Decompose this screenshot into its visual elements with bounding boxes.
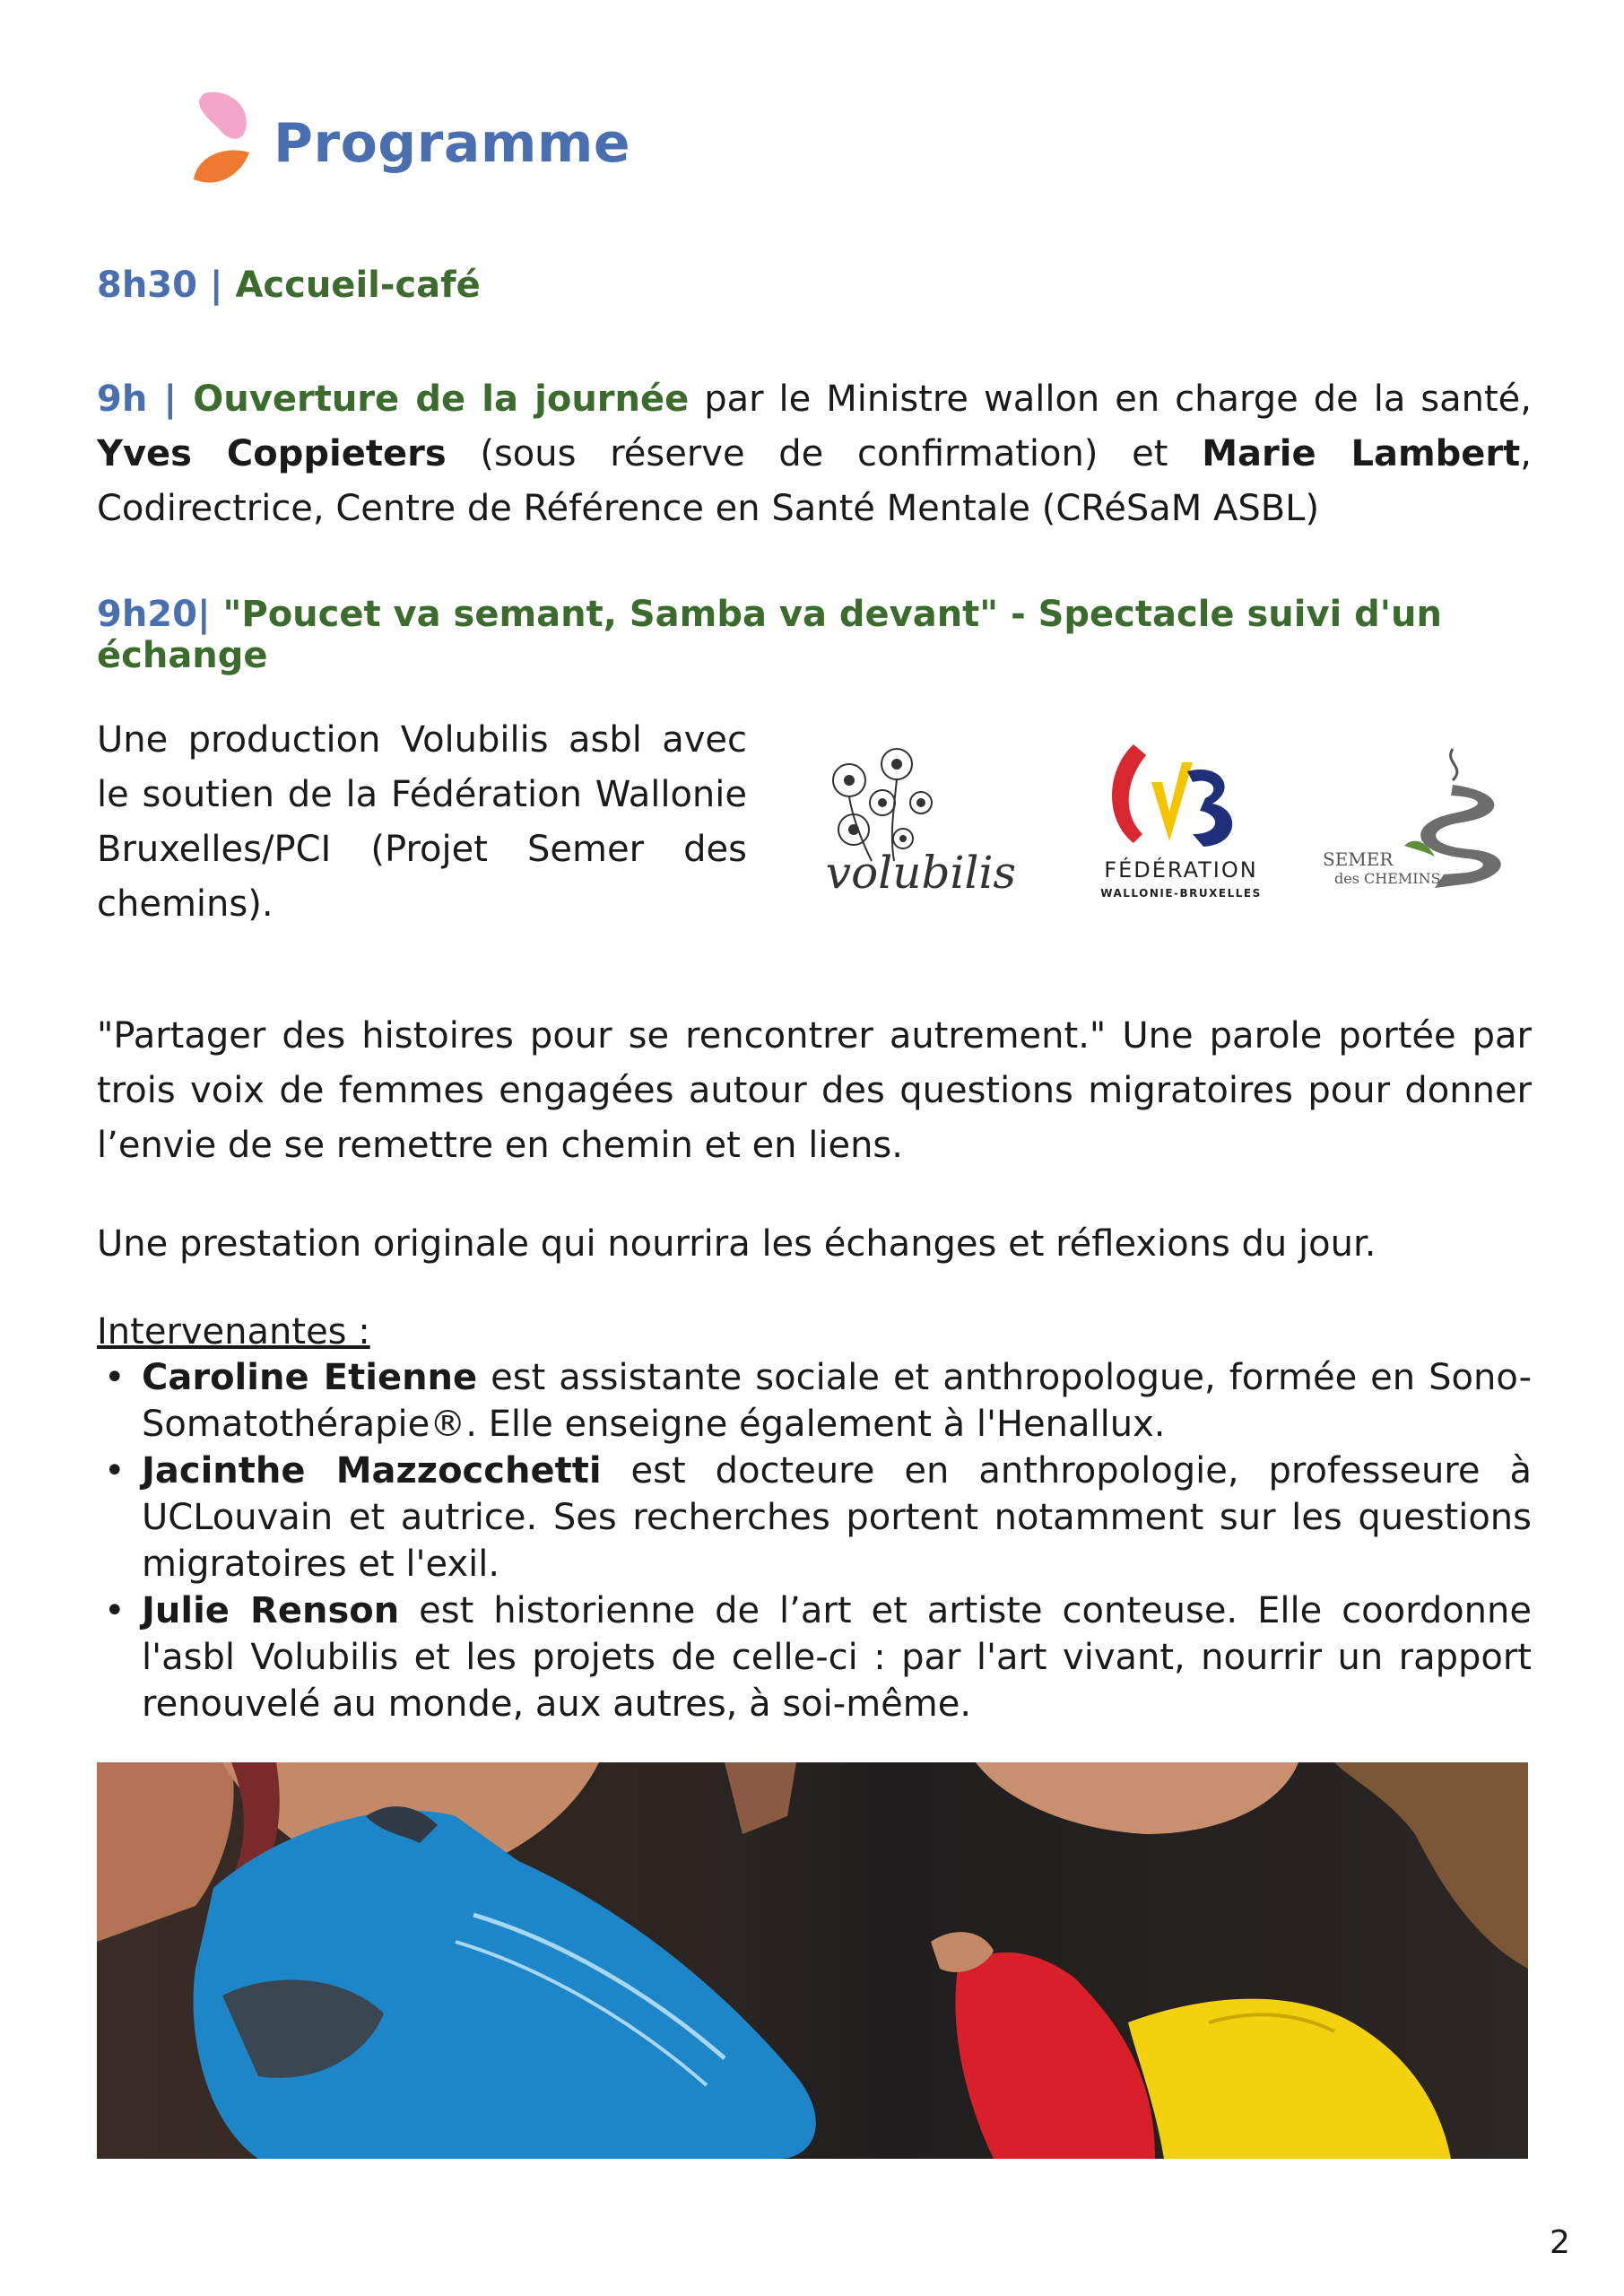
page-title: Programme (274, 112, 631, 175)
list-item (142, 1354, 1532, 1448)
schedule-title: Accueil-café (235, 265, 481, 306)
intervenant-bio: est docteure en anthropologie, professeure à UCLouvain et autrice. Ses recherches portent notamment sur les questions migratoires et l'exil. (142, 1450, 1532, 1585)
gloved-hands-photo (97, 1762, 1528, 2159)
page-number: 2 (1550, 2224, 1570, 2261)
schedule-time: 8h30 (97, 265, 197, 306)
intervenants-heading: Intervenantes : (97, 1311, 370, 1352)
fwb-logo-line1: FÉDÉRATION (1104, 857, 1258, 883)
schedule-title: Ouverture de la journée (193, 378, 690, 420)
schedule-separator: | (196, 594, 223, 635)
schedule-title: "Poucet va semant, Samba va devant" - Spectacle suivi d'un échange (97, 594, 1443, 676)
intervenants-list (97, 1354, 1532, 1727)
prestation-paragraph: Une prestation originale qui nourrira les échanges et réflexions du jour. (97, 1223, 1376, 1265)
volubilis-logo (809, 744, 1033, 901)
schedule-item-spectacle (97, 594, 1624, 676)
schedule-separator: | (196, 265, 236, 306)
intervenant-name: Julie Renson (142, 1590, 400, 1631)
semer-logo-line1: SEMER (1323, 848, 1394, 870)
list-item (142, 1448, 1532, 1587)
volubilis-logo-text: volubilis (825, 847, 1017, 899)
intervenant-bio: est historienne de l’art et artiste conteuse. Elle coordonne l'asbl Volubilis et les projets de celle-ci : par l'art vivant, nourrir un rapport renouvelé au monde, aux autres, à soi-même. (142, 1590, 1532, 1725)
intervenant-name: Caroline Etienne (142, 1357, 478, 1398)
schedule-item-ouverture (97, 372, 1532, 536)
quote-paragraph: "Partager des histoires pour se rencontrer autrement." Une parole portée par trois voix de femmes engagées autour des questions migratoires pour donner l’envie de se remettre en chemin et en liens. (97, 1015, 1532, 1166)
fwb-logo-line2: WALLONIE-BRUXELLES (1100, 887, 1262, 900)
schedule-text: (sous réserve de confirmation) et (446, 433, 1203, 474)
schedule-item-accueil (97, 265, 481, 306)
federation-wallonie-bruxelles-logo (1087, 735, 1275, 906)
schedule-text: , Codirectrice, Centre de Référence en Santé Mentale (CRéSaM ASBL) (97, 433, 1532, 529)
intervenant-name: Jacinthe Mazzocchetti (142, 1450, 602, 1492)
schedule-time: 9h (97, 378, 148, 420)
speaker-name: Yves Coppieters (97, 433, 447, 474)
list-item (142, 1587, 1532, 1727)
semer-des-chemins-logo (1318, 740, 1533, 901)
production-text: Une production Volubilis asbl avec le soutien de la Fédération Wallonie Bruxelles/PCI (Projet Semer des chemins). (97, 719, 747, 925)
intervenant-bio: est assistante sociale et anthropologue, formée en Sono-Somatothérapie®. Elle enseigne également à l'Henallux. (142, 1357, 1533, 1445)
schedule-text: par le Ministre wallon en charge de la santé, (689, 378, 1533, 420)
schedule-time: 9h20 (97, 594, 197, 635)
speaker-name: Marie Lambert (1202, 433, 1521, 474)
schedule-separator: | (147, 378, 194, 420)
semer-logo-line2: des CHEMINS (1334, 870, 1441, 887)
programme-logo-icon (188, 90, 253, 190)
